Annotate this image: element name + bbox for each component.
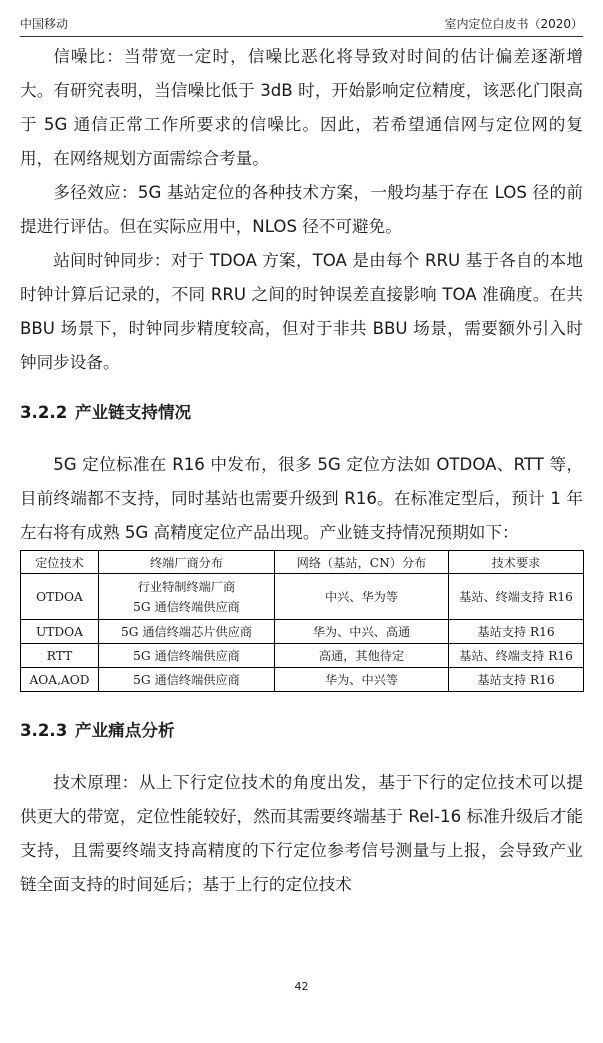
table-cell-requirement: 基站、终端支持 R16: [449, 644, 584, 668]
table-cell-requirement: 基站支持 R16: [449, 620, 584, 644]
paragraph-industry-chain: 5G 定位标准在 R16 中发布，很多 5G 定位方法如 OTDOA、RTT 等，目前终端都不支持，同时基站也需要升级到 R16。在标准定型后，预计 1 年左右将有成熟 5G 高精度定位产品出现。产业链支持情况预期如下：: [20, 455, 583, 542]
terminal-line: 行业特制终端厂商: [137, 579, 236, 594]
section-heading-3-2-3: [20, 716, 583, 746]
table-header-cell: 技术要求: [449, 551, 584, 574]
section-number: 3.2.2: [20, 403, 68, 422]
table-header-row: [21, 551, 584, 574]
page-header: [20, 10, 583, 37]
section-title: 产业链支持情况: [75, 403, 192, 422]
table-cell-terminal: 5G 通信终端供应商: [99, 668, 275, 692]
paragraph-snr: 信噪比：当带宽一定时，信噪比恶化将导致对时间的估计偏差逐渐增大。有研究表明，当信噪比低于 3dB 时，开始影响定位精度，该恶化门限高于 5G 通信正常工作所要求的信噪比。因此，若希望通信网与定位网的复用，在网络规划方面需综合考量。: [20, 47, 583, 168]
paragraph-clock-sync: 站间时钟同步：对于 TDOA 方案，TOA 是由每个 RRU 基于各自的本地时钟计算后记录的，不同 RRU 之间的时钟误差直接影响 TOA 准确度。在共 BBU 场景下，时钟同步精度较高，但对于非共 BBU 场景，需要额外引入时钟同步设备。: [20, 251, 583, 372]
section-heading-3-2-2: [20, 398, 583, 428]
table-cell-tech: AOA,AOD: [21, 668, 99, 692]
section-title: 产业痛点分析: [75, 721, 175, 740]
table-cell-tech: RTT: [21, 644, 99, 668]
table-row: [21, 620, 584, 644]
table-cell-network: 华为、中兴等: [275, 668, 449, 692]
table-header-cell: 终端厂商分布: [99, 551, 275, 574]
table-header-cell: 定位技术: [21, 551, 99, 574]
header-org: 中国移动: [20, 17, 69, 31]
table-cell-requirement: 基站支持 R16: [449, 668, 584, 692]
table-row: [21, 574, 584, 620]
section-number: 3.2.3: [20, 721, 68, 740]
table-row: [21, 644, 584, 668]
table-cell-terminal: 5G 通信终端芯片供应商: [99, 620, 275, 644]
table-cell-terminal: 5G 通信终端供应商: [99, 644, 275, 668]
page-number: 42: [294, 980, 309, 993]
table-cell-network: 华为、中兴、高通: [275, 620, 449, 644]
header-doc-title: 室内定位白皮书（2020）: [444, 17, 583, 31]
terminal-line: 5G 通信终端供应商: [133, 599, 240, 614]
table-header-cell: 网络（基站，CN）分布: [275, 551, 449, 574]
paragraph-multipath: 多径效应：5G 基站定位的各种技术方案，一般均基于存在 LOS 径的前提进行评估。但在实际应用中，NLOS 径不可避免。: [20, 183, 583, 236]
table-row: [21, 668, 584, 692]
table-cell-network: 高通，其他待定: [275, 644, 449, 668]
table-cell-tech: OTDOA: [21, 574, 99, 620]
paragraph-pain-points: 技术原理：从上下行定位技术的角度出发，基于下行的定位技术可以提供更大的带宽，定位性能较好，然而其需要终端基于 Rel-16 标准升级后才能支持，且需要终端支持高精度的下行定位参考信号测量与上报，会导致产业链全面支持的时间延后；基于上行的定位技术: [20, 773, 583, 894]
table-cell-tech: UTDOA: [21, 620, 99, 644]
table-cell-terminal: [99, 574, 275, 620]
industry-chain-table: [20, 550, 584, 692]
table-cell-requirement: 基站、终端支持 R16: [449, 574, 584, 620]
page-content: [20, 40, 583, 902]
table-cell-network: 中兴、华为等: [275, 574, 449, 620]
